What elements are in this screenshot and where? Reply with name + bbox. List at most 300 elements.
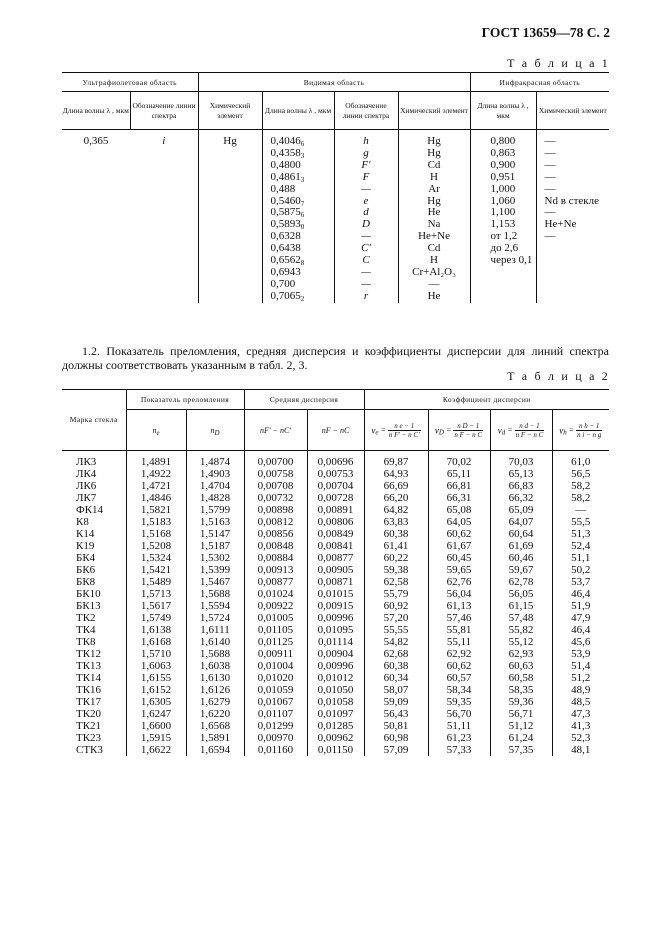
table1-cell-ir-wl: от 1,2 [470, 231, 536, 243]
table1-row [62, 184, 609, 196]
table2-cell-vh: 56,5 [552, 468, 609, 480]
table2-cell-ve: 54,82 [364, 636, 428, 648]
table2-cell-disp-primed: 0,00732 [244, 492, 307, 504]
table1-cell-vis-line: — [334, 231, 398, 243]
paragraph-1-2: 1.2. Показатель преломления, средняя дисперсия и коэффициенты дисперсии для линий спектра должны соответствовать указанным в табл. 2, 3. [62, 344, 609, 372]
table2-cell-disp: 0,00877 [307, 552, 364, 564]
table1-cell-vis-el: H [398, 255, 470, 267]
table1-row [62, 279, 609, 291]
table1-cell-vis-line: C′ [334, 243, 398, 255]
table2-cell-vd: 57,35 [490, 744, 552, 756]
table2-cell-ve: 60,92 [364, 600, 428, 612]
table1-cell-uv-line [130, 184, 198, 196]
table2-cell-disp-primed: 0,00913 [244, 564, 307, 576]
table2-cell-disp: 0,01097 [307, 708, 364, 720]
table1-cell-vis-line: C [334, 255, 398, 267]
table2-cell-disp-primed: 0,01020 [244, 672, 307, 684]
table2-cell-nD: 1,5724 [186, 612, 244, 624]
table2-row [62, 564, 609, 576]
table1-cell-ir-el: — [536, 207, 609, 219]
table2-cell-vD: 66,81 [428, 480, 490, 492]
table2-cell-disp: 0,00849 [307, 528, 364, 540]
table2-cell-ve: 50,81 [364, 720, 428, 732]
table2-cell-disp: 0,01058 [307, 696, 364, 708]
table2-cell-vh: 48,9 [552, 684, 609, 696]
table2-row [62, 516, 609, 528]
table1-cell-vis-el: H [398, 172, 470, 184]
vD-header: $\nu_D$ = $\frac{\text{n D − 1}}{\text{n F − n C}}$ [428, 410, 490, 451]
table2-cell-vd: 59,67 [490, 564, 552, 576]
table2-cell-nD: 1,5467 [186, 576, 244, 588]
table2-cell-vh: 41,3 [552, 720, 609, 732]
table2-cell-ne: 1,4891 [126, 451, 186, 469]
table2-cell-vd: 56,71 [490, 708, 552, 720]
table2-cell-vd: 66,83 [490, 480, 552, 492]
table2-cell-mark: ТК17 [76, 696, 102, 708]
table2-cell-vD: 59,65 [428, 564, 490, 576]
table2-cell-vD: 60,62 [428, 528, 490, 540]
table2-cell-nD: 1,6140 [186, 636, 244, 648]
table2-cell-ne: 1,5749 [126, 612, 186, 624]
table1-cell-vis-wl: $0,4861_3$ [262, 172, 334, 184]
table2-cell-ne: 1,5617 [126, 600, 186, 612]
table2-body [62, 451, 609, 757]
table2-cell-vh: 51,3 [552, 528, 609, 540]
table1-cell-uv-line [130, 148, 198, 160]
table2-cell-vD: 61,67 [428, 540, 490, 552]
table1-cell-vis-el: Cd [398, 160, 470, 172]
table1-cell-ir-el: — [536, 160, 609, 172]
table1-cell-vis-wl: 0,6438 [262, 243, 334, 255]
table2-row [62, 451, 609, 469]
table1-cell-uv-line [130, 291, 198, 303]
table1-row [62, 130, 609, 148]
table2-row [62, 696, 609, 708]
table1-cell-ir-wl: 1,153 [470, 219, 536, 231]
table2-cell-disp-primed: 0,00708 [244, 480, 307, 492]
table1-cell-uv-wl [62, 196, 130, 208]
table1-cell-ir-el [536, 267, 609, 279]
table2-row [62, 468, 609, 480]
table2-cell-disp-primed: 0,01160 [244, 744, 307, 756]
table2-cell-ne: 1,6305 [126, 696, 186, 708]
table2-cell-ve: 60,98 [364, 732, 428, 744]
table2-cell-vD: 56,04 [428, 588, 490, 600]
table2-row [62, 708, 609, 720]
table2-cell-disp: 0,01285 [307, 720, 364, 732]
table1-cell-uv-wl [62, 243, 130, 255]
table1-cell-ir-wl: 0,951 [470, 172, 536, 184]
table2-cell-vD: 61,23 [428, 732, 490, 744]
table2-cell-disp: 0,00904 [307, 648, 364, 660]
table2-cell-ne: 1,5421 [126, 564, 186, 576]
table2-cell-vD: 57,46 [428, 612, 490, 624]
table2-row [62, 492, 609, 504]
table1-cell-vis-wl: 0,4800 [262, 160, 334, 172]
table2-cell-vd: 60,63 [490, 660, 552, 672]
vd-header: $\nu_d$ = $\frac{\text{n d − 1}}{\text{n F − n C}}$ [490, 410, 552, 451]
table2-row [62, 672, 609, 684]
table1-cell-ir-wl [470, 291, 536, 303]
table2-cell-vD: 64,05 [428, 516, 490, 528]
table1-cell-ir-wl: 1,000 [470, 184, 536, 196]
table2-cell-disp-primed: 0,01107 [244, 708, 307, 720]
table2-cell-ve: 59,09 [364, 696, 428, 708]
table2-cell-vd: 56,05 [490, 588, 552, 600]
table1-row [62, 148, 609, 160]
table2-cell-disp: 0,01015 [307, 588, 364, 600]
table1-cell-vis-el: Hg [398, 148, 470, 160]
table2-row [62, 648, 609, 660]
table2-cell-disp-primed: 0,01105 [244, 624, 307, 636]
table1-cell-vis-el: He [398, 207, 470, 219]
table2-cell-disp-primed: 0,01299 [244, 720, 307, 732]
table2-cell-nD: 1,5688 [186, 648, 244, 660]
table1-cell-ir-el [536, 255, 609, 267]
table2-cell-vD: 62,76 [428, 576, 490, 588]
table2-cell-vd: 61,69 [490, 540, 552, 552]
table2-cell-nD: 1,5302 [186, 552, 244, 564]
table2-cell-vh: 48,1 [552, 744, 609, 756]
table2-cell-nD: 1,5147 [186, 528, 244, 540]
table2-cell-mark: ТК21 [76, 720, 102, 732]
table2-cell-vD: 58,34 [428, 684, 490, 696]
table1-cell-uv-el [198, 291, 262, 303]
table2-cell-disp: 0,00728 [307, 492, 364, 504]
table2-cell-ne: 1,5489 [126, 576, 186, 588]
table2-cell-ve: 60,38 [364, 528, 428, 540]
uv-line-header: Обозначение линии спектра [130, 92, 198, 130]
table2-cell-vD: 60,45 [428, 552, 490, 564]
table2-cell-ve: 63,83 [364, 516, 428, 528]
table2-cell-nD: 1,6111 [186, 624, 244, 636]
table1-cell-ir-el: Nd в стекле [536, 196, 609, 208]
table2-cell-disp-primed: 0,00877 [244, 576, 307, 588]
table2-cell-disp: 0,00696 [307, 451, 364, 469]
table2-cell-nD: 1,4874 [186, 451, 244, 469]
table2-row [62, 576, 609, 588]
table1-cell-ir-el: — [536, 130, 609, 148]
table1-cell-uv-line [130, 243, 198, 255]
table2-cell-vh: 45,6 [552, 636, 609, 648]
table2-cell-vh: 46,4 [552, 588, 609, 600]
table2-cell-mark: БК4 [76, 552, 96, 564]
table1-cell-ir-wl: 0,900 [470, 160, 536, 172]
ir-element-header: Химический элемент [536, 92, 609, 130]
table2-cell-ne: 1,5208 [126, 540, 186, 552]
table2-cell-ne: 1,5915 [126, 732, 186, 744]
table1-cell-vis-line: — [334, 279, 398, 291]
table2-cell-disp: 0,00806 [307, 516, 364, 528]
table2-cell-mark: ТК2 [76, 612, 96, 624]
table1-row [62, 231, 609, 243]
table2-cell-disp: 0,00871 [307, 576, 364, 588]
table2-cell-ve: 60,22 [364, 552, 428, 564]
table1-cell-ir-el [536, 279, 609, 291]
table2-cell-ve: 60,34 [364, 672, 428, 684]
table2-cell-mark: ЛК6 [76, 480, 97, 492]
table2-cell-vh: 47,9 [552, 612, 609, 624]
nD-header: $n_D$ [186, 410, 244, 451]
table1-row [62, 291, 609, 303]
table1-cell-ir-el [536, 243, 609, 255]
table2-cell-disp-primed: 0,00758 [244, 468, 307, 480]
table2-cell-vh: 53,9 [552, 648, 609, 660]
table1-cell-ir-wl [470, 267, 536, 279]
table2-cell-mark: ТК13 [76, 660, 102, 672]
table2-row [62, 744, 609, 756]
table2-cell-vd: 59,36 [490, 696, 552, 708]
table2-cell-ne: 1,5183 [126, 516, 186, 528]
table2-cell-ve: 55,55 [364, 624, 428, 636]
table2-cell-vD: 62,92 [428, 648, 490, 660]
table2-cell-vh: 51,9 [552, 600, 609, 612]
table2-cell-vd: 65,09 [490, 504, 552, 516]
table2-cell-vd: 57,48 [490, 612, 552, 624]
table1-cell-vis-wl: $0,4046_6$ [262, 130, 334, 148]
table1-cell-vis-line: F′ [334, 160, 398, 172]
table2-cell-nD: 1,5399 [186, 564, 244, 576]
table1-cell-vis-el: Cd [398, 243, 470, 255]
table1-cell-ir-wl: через 0,1 [470, 255, 536, 267]
table2-cell-vD: 56,70 [428, 708, 490, 720]
table1-cell-uv-line [130, 267, 198, 279]
table2-cell-mark: ЛК3 [76, 456, 97, 468]
table1-cell-uv-wl [62, 267, 130, 279]
table2-cell-vh: 51,2 [552, 672, 609, 684]
table2-cell-mark: ТК14 [76, 672, 102, 684]
table2-cell-vD: 60,57 [428, 672, 490, 684]
table2-cell-ne: 1,6247 [126, 708, 186, 720]
table2-cell-disp-primed: 0,01024 [244, 588, 307, 600]
table1 [62, 72, 609, 303]
ir-wavelength-header: Длина волны λ , мкм [470, 92, 536, 130]
table1-row [62, 255, 609, 267]
table1-cell-uv-el [198, 279, 262, 291]
table2-cell-vd: 58,35 [490, 684, 552, 696]
table2-cell-mark: ТК23 [76, 732, 102, 744]
table1-cell-vis-el: Cr+Al₂O₃ [398, 267, 470, 279]
table2-cell-nD: 1,4704 [186, 480, 244, 492]
table1-cell-uv-line [130, 172, 198, 184]
table1-cell-vis-wl: $0,6562_8$ [262, 255, 334, 267]
table2-cell-ne: 1,4846 [126, 492, 186, 504]
table2-cell-vD: 59,35 [428, 696, 490, 708]
table1-cell-ir-el: — [536, 231, 609, 243]
table1-cell-uv-wl [62, 207, 130, 219]
table2-cell-ve: 66,20 [364, 492, 428, 504]
table2-cell-disp: 0,00841 [307, 540, 364, 552]
table1-cell-uv-line [130, 160, 198, 172]
table2-cell-ve: 58,07 [364, 684, 428, 696]
disp-header: nF − nC [307, 410, 364, 451]
table2-cell-disp-primed: 0,01059 [244, 684, 307, 696]
table2-cell-nD: 1,6594 [186, 744, 244, 756]
ne-header: $n_e$ [126, 410, 186, 451]
table2-cell-nD: 1,4903 [186, 468, 244, 480]
table2-cell-disp-primed: 0,01005 [244, 612, 307, 624]
table1-cell-vis-wl: $0,7065_2$ [262, 291, 334, 303]
table1-cell-uv-wl [62, 184, 130, 196]
table2-cell-disp-primed: 0,00848 [244, 540, 307, 552]
table2-cell-disp-primed: 0,00898 [244, 504, 307, 516]
table2-cell-mark: ТК20 [76, 708, 102, 720]
vh-header: $\nu_h$ = $\frac{\text{n h − 1}}{\text{n i − n g}}$ [552, 410, 609, 451]
table1-cell-uv-line [130, 231, 198, 243]
refraction-group-header: Показатель преломления [126, 390, 244, 410]
table1-cell-uv-line: i [162, 135, 166, 147]
table1-cell-vis-el: He+Ne [398, 231, 470, 243]
table2-cell-vh: 53,7 [552, 576, 609, 588]
table1-cell-uv-wl [62, 255, 130, 267]
table2-cell-vD: 51,11 [428, 720, 490, 732]
table2-row [62, 504, 609, 516]
table2-row [62, 636, 609, 648]
table2-cell-vd: 66,32 [490, 492, 552, 504]
table1-cell-uv-wl [62, 291, 130, 303]
table1-cell-uv-el [198, 196, 262, 208]
table2-cell-disp: 0,00996 [307, 660, 364, 672]
table2-cell-vD: 60,62 [428, 660, 490, 672]
table2-cell-nD: 1,5799 [186, 504, 244, 516]
table1-cell-vis-line: — [334, 184, 398, 196]
table2-cell-vd: 61,24 [490, 732, 552, 744]
table1-cell-vis-line: D [334, 219, 398, 231]
table2-cell-vh: 47,3 [552, 708, 609, 720]
table2-cell-nD: 1,5891 [186, 732, 244, 744]
uv-wavelength-header: Длина волны λ , мкм [62, 92, 130, 130]
table2-cell-ve: 57,20 [364, 612, 428, 624]
table2-cell-mark: ТК16 [76, 684, 102, 696]
document-reference: ГОСТ 13659—78 С. 2 [481, 25, 610, 40]
table1-cell-ir-wl: 0,863 [470, 148, 536, 160]
table2-cell-vd: 62,93 [490, 648, 552, 660]
table1-cell-vis-wl: $0,5893_0$ [262, 219, 334, 231]
table1-cell-vis-el: — [398, 279, 470, 291]
table2-cell-disp: 0,01095 [307, 624, 364, 636]
table2-cell-vh: 51,4 [552, 660, 609, 672]
table2-cell-nD: 1,6568 [186, 720, 244, 732]
table1-row [62, 160, 609, 172]
table2-caption: Т а б л и ц а 2 [507, 369, 610, 383]
table2-cell-disp: 0,01012 [307, 672, 364, 684]
table2-cell-ne: 1,6155 [126, 672, 186, 684]
table2-cell-nD: 1,6130 [186, 672, 244, 684]
table2-cell-ne: 1,5324 [126, 552, 186, 564]
table1-cell-vis-el: Hg [398, 196, 470, 208]
table2-cell-nD: 1,5187 [186, 540, 244, 552]
table2-cell-disp-primed: 0,00970 [244, 732, 307, 744]
table2-cell-vd: 61,15 [490, 600, 552, 612]
table2-cell-nD: 1,4828 [186, 492, 244, 504]
table1-cell-uv-el [198, 267, 262, 279]
table2-cell-disp: 0,00905 [307, 564, 364, 576]
table2-cell-vh: 55,5 [552, 516, 609, 528]
coef-group-header: Коэффициент дисперсии [364, 390, 609, 410]
table2-cell-disp: 0,01114 [307, 636, 364, 648]
table2-cell-mark: ЛК7 [76, 492, 97, 504]
table1-cell-uv-el [198, 148, 262, 160]
table1-cell-vis-wl: $0,5460_7$ [262, 196, 334, 208]
table2-cell-disp-primed: 0,00911 [244, 648, 307, 660]
visible-group-header: Видимая область [198, 73, 470, 92]
table2-cell-mark: К14 [76, 528, 95, 540]
table2-cell-disp: 0,00962 [307, 732, 364, 744]
table2-cell-disp-primed: 0,01125 [244, 636, 307, 648]
table2-row [62, 732, 609, 744]
table1-cell-vis-line: e [334, 196, 398, 208]
table1-cell-vis-el: Na [398, 219, 470, 231]
table1-cell-uv-el [198, 255, 262, 267]
table2-cell-nD: 1,5594 [186, 600, 244, 612]
table2-row [62, 552, 609, 564]
table2-cell-disp-primed: 0,00700 [244, 451, 307, 469]
vis-element-header: Химический элемент [198, 92, 262, 130]
table1-cell-uv-wl [62, 279, 130, 291]
table2-cell-ne: 1,6168 [126, 636, 186, 648]
table2-cell-nD: 1,5163 [186, 516, 244, 528]
table1-cell-vis-el: Ar [398, 184, 470, 196]
table1-cell-uv-wl [62, 172, 130, 184]
table1-cell-ir-wl: 1,100 [470, 207, 536, 219]
table1-cell-uv-wl: 0,365 [83, 135, 109, 147]
table1-cell-uv-line [130, 207, 198, 219]
table2-cell-ve: 56,43 [364, 708, 428, 720]
table2-cell-mark: К8 [76, 516, 89, 528]
table1-cell-vis-wl: 0,6328 [262, 231, 334, 243]
table1-cell-uv-line [130, 255, 198, 267]
table2-cell-vh: 48,5 [552, 696, 609, 708]
ir-group-header: Инфракрасная область [470, 73, 609, 92]
table2-cell-disp-primed: 0,01067 [244, 696, 307, 708]
table2-cell-nD: 1,6038 [186, 660, 244, 672]
table2-cell-mark: ФК14 [76, 504, 104, 516]
table2-cell-vh: 58,2 [552, 480, 609, 492]
table2-row [62, 480, 609, 492]
table2-cell-ne: 1,5168 [126, 528, 186, 540]
table2-cell-disp: 0,01150 [307, 744, 364, 756]
table2-cell-ve: 60,38 [364, 660, 428, 672]
table1-cell-ir-wl: до 2,6 [470, 243, 536, 255]
table1-cell-ir-wl: 1,060 [470, 196, 536, 208]
table1-cell-vis-wl: $0,5875_6$ [262, 207, 334, 219]
table2-cell-ne: 1,6622 [126, 744, 186, 756]
table2-cell-ne: 1,4721 [126, 480, 186, 492]
table1-cell-ir-el: — [536, 148, 609, 160]
table2-cell-ne: 1,5710 [126, 648, 186, 660]
table1-cell-uv-line [130, 196, 198, 208]
table2-cell-mark: СТК3 [76, 744, 103, 756]
table2-cell-vh: — [552, 504, 609, 516]
table1-cell-uv-wl [62, 219, 130, 231]
table1-cell-vis-wl: 0,488 [262, 184, 334, 196]
table1-cell-uv-line [130, 219, 198, 231]
table2-cell-vh: 61,0 [552, 451, 609, 469]
table1-cell-vis-line: — [334, 267, 398, 279]
table2-cell-ve: 64,82 [364, 504, 428, 516]
table2-cell-ve: 62,68 [364, 648, 428, 660]
table2-cell-mark: БК10 [76, 588, 101, 600]
table2-cell-disp: 0,00996 [307, 612, 364, 624]
table2-cell-vd: 60,64 [490, 528, 552, 540]
table2-cell-ne: 1,6600 [126, 720, 186, 732]
table1-cell-vis-line: F [334, 172, 398, 184]
table2-cell-vd: 60,58 [490, 672, 552, 684]
table2-cell-vh: 52,4 [552, 540, 609, 552]
table2-cell-disp: 0,00704 [307, 480, 364, 492]
table1-cell-uv-line [130, 279, 198, 291]
table2 [62, 389, 609, 756]
